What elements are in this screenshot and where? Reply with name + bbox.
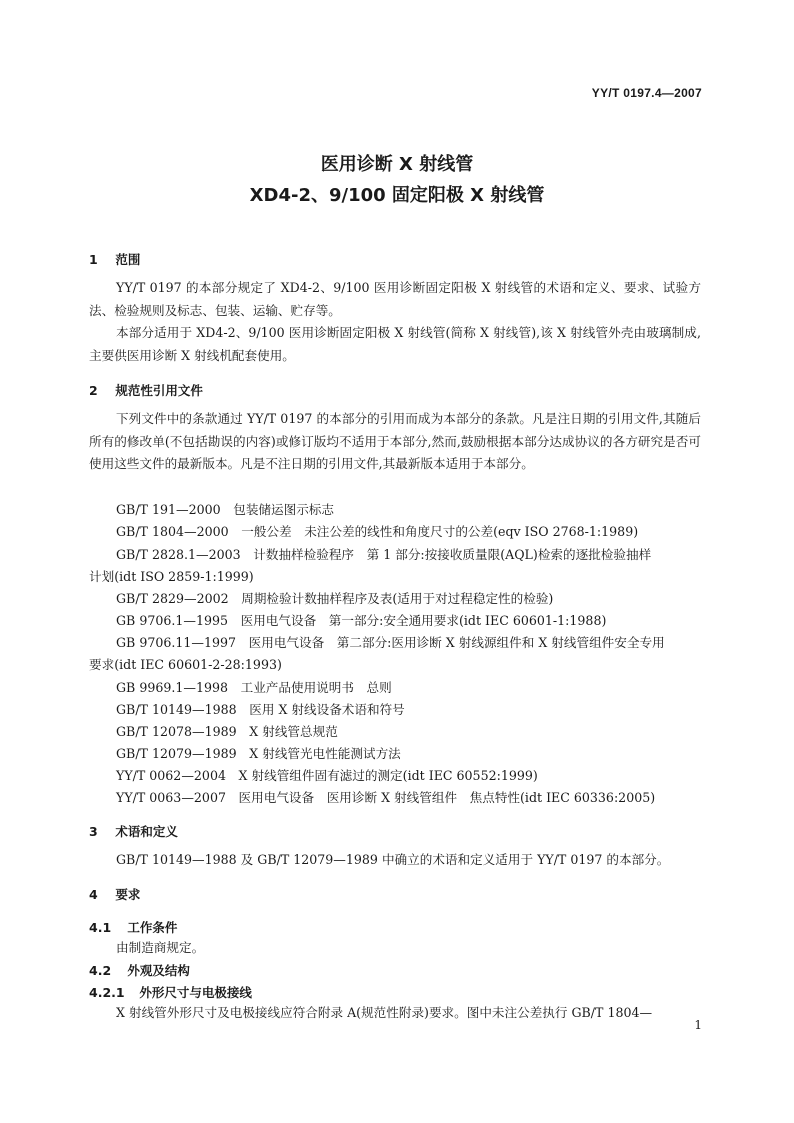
document-title: 医用诊断 X 射线管 — [320, 154, 474, 175]
subsection-heading-4-1 — [89, 918, 177, 936]
section-title: 范围 — [115, 252, 141, 267]
section-number: 2 — [89, 383, 98, 398]
section-number: 4.2 — [89, 963, 112, 978]
paragraph: X 射线管外形尺寸及电极接线应符合附录 A(规范性附录)要求。图中未注公差执行 GB/T 1804— — [116, 1005, 653, 1020]
reference-item: GB/T 191—2000 包装储运图示标志 — [116, 502, 334, 517]
document-subtitle: XD4-2、9/100 固定阳极 X 射线管 — [249, 185, 545, 206]
section-title: 外观及结构 — [127, 963, 190, 978]
reference-item: GB/T 1804—2000 一般公差 未注公差的线性和角度尺寸的公差(eqv ISO 2768-1:1989) — [116, 524, 639, 539]
section-heading-4 — [89, 885, 140, 903]
page-number: 1 — [694, 1018, 702, 1032]
section-title: 要求 — [115, 887, 141, 902]
section-number: 4 — [89, 887, 98, 902]
paragraph: 本部分适用于 XD4-2、9/100 医用诊断固定阳极 X 射线管(简称 X 射线管),该 X 射线管外壳由玻璃制成,主要供医用诊断 X 射线机配套使用。 — [89, 325, 701, 363]
section-number: 4.1 — [89, 920, 112, 935]
reference-item: GB/T 2828.1—2003 计数抽样检验程序 第 1 部分:按接收质量限(AQL)检索的逐批检验抽样 — [116, 547, 652, 562]
reference-item: YY/T 0062—2004 X 射线管组件固有滤过的测定(idt IEC 60552:1999) — [116, 768, 538, 783]
section-number: 3 — [89, 824, 98, 839]
section-heading-1 — [89, 250, 140, 268]
reference-item: GB 9969.1—1998 工业产品使用说明书 总则 — [116, 680, 392, 695]
subsection-heading-4-2 — [89, 961, 190, 979]
section-heading-2 — [89, 381, 203, 399]
section-heading-3 — [89, 822, 178, 840]
reference-item: GB 9706.1—1995 医用电气设备 第一部分:安全通用要求(idt IEC 60601-1:1988) — [116, 613, 607, 628]
paragraph: YY/T 0197 的本部分规定了 XD4-2、9/100 医用诊断固定阳极 X 射线管的术语和定义、要求、试验方法、检验规则及标志、包装、运输、贮存等。 — [89, 280, 701, 318]
section-number: 4.2.1 — [89, 985, 125, 1000]
section-number: 1 — [89, 252, 98, 267]
reference-item: YY/T 0063—2007 医用电气设备 医用诊断 X 射线管组件 焦点特性(idt IEC 60336:2005) — [116, 790, 656, 805]
subsection-heading-4-2-1 — [89, 983, 252, 1001]
standard-number: YY/T 0197.4—2007 — [591, 86, 702, 100]
section-title: 术语和定义 — [115, 824, 178, 839]
reference-item-continued: 计划(idt ISO 2859-1:1999) — [89, 569, 254, 584]
reference-item: GB/T 2829—2002 周期检验计数抽样程序及表(适用于对过程稳定性的检验) — [116, 591, 554, 606]
reference-item: GB/T 12079—1989 X 射线管光电性能测试方法 — [116, 746, 401, 761]
reference-item-continued: 要求(idt IEC 60601-2-28:1993) — [89, 657, 282, 672]
paragraph: 下列文件中的条款通过 YY/T 0197 的本部分的引用而成为本部分的条款。凡是注日期的引用文件,其随后所有的修改单(不包括勘误的内容)或修订版均不适用于本部分,然而,鼓励根据本部分达成协议的各方研究是否可使用这些文件的最新版本。凡是不注日期的引用文件,其最新版本适用于本部分。 — [89, 411, 701, 471]
section-title: 工作条件 — [127, 920, 178, 935]
reference-item: GB/T 10149—1988 医用 X 射线设备术语和符号 — [116, 702, 405, 717]
reference-item: GB 9706.11—1997 医用电气设备 第二部分:医用诊断 X 射线源组件和 X 射线管组件安全专用 — [116, 635, 665, 650]
paragraph: 由制造商规定。 — [116, 940, 205, 955]
paragraph: GB/T 10149—1988 及 GB/T 12079—1989 中确立的术语和定义适用于 YY/T 0197 的本部分。 — [116, 852, 670, 867]
section-title: 规范性引用文件 — [115, 383, 203, 398]
section-title: 外形尺寸与电极接线 — [139, 985, 252, 1000]
reference-item: GB/T 12078—1989 X 射线管总规范 — [116, 724, 338, 739]
